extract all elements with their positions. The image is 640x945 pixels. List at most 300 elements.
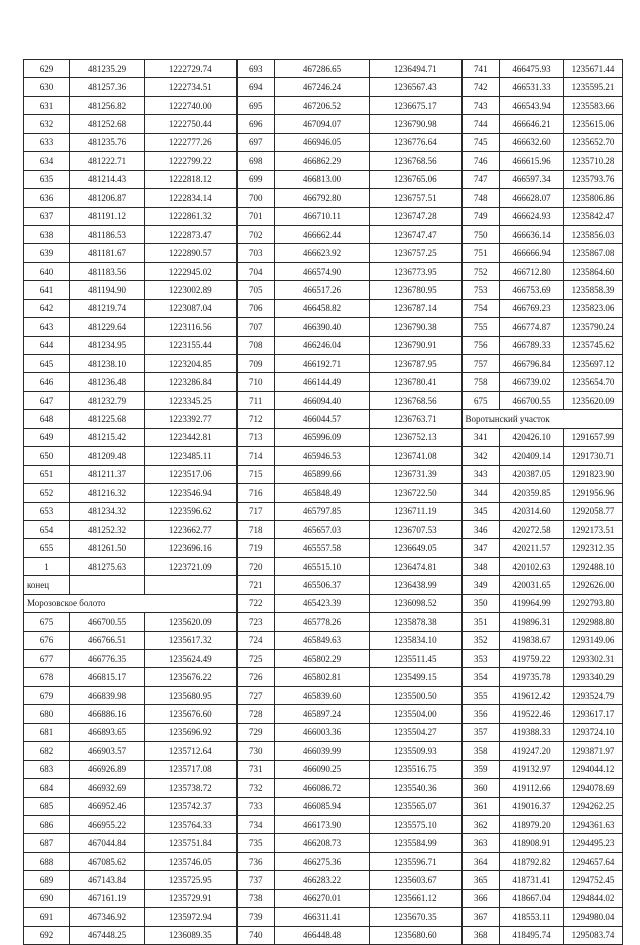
- point-number: 730: [237, 742, 275, 760]
- point-number: 643: [24, 318, 70, 336]
- point-number: 748: [462, 189, 500, 207]
- x-coordinate: 466946.05: [275, 133, 370, 151]
- y-coordinate: 1292626.00: [564, 576, 623, 594]
- x-coordinate: 481235.76: [70, 133, 145, 151]
- y-coordinate: 1235712.64: [145, 742, 237, 760]
- y-coordinate: 1236776.64: [370, 133, 462, 151]
- x-coordinate: 467246.24: [275, 78, 370, 96]
- y-coordinate: 1236787.95: [370, 355, 462, 373]
- y-coordinate: 1235806.86: [564, 189, 623, 207]
- point-number: 359: [462, 760, 500, 778]
- point-number: 691: [24, 908, 70, 926]
- y-coordinate: 1235504.00: [370, 705, 462, 723]
- table-row: [24, 318, 623, 336]
- table-row: [24, 133, 623, 151]
- x-coordinate: 466615.96: [500, 152, 564, 170]
- y-coordinate: 1235745.62: [564, 336, 623, 354]
- point-number: 695: [237, 96, 275, 114]
- point-number: 351: [462, 613, 500, 631]
- point-number: 689: [24, 871, 70, 889]
- point-number: 345: [462, 502, 500, 520]
- x-coordinate: 466739.02: [500, 373, 564, 391]
- y-coordinate: 1235596.71: [370, 852, 462, 870]
- y-coordinate: 1235661.12: [370, 889, 462, 907]
- point-number: 724: [237, 631, 275, 649]
- x-coordinate: 467448.25: [70, 926, 145, 944]
- x-coordinate: 419612.42: [500, 686, 564, 704]
- point-number: 752: [462, 262, 500, 280]
- point-number: 633: [24, 133, 70, 151]
- x-coordinate: 419964.99: [500, 594, 564, 612]
- x-coordinate: 466517.26: [275, 281, 370, 299]
- x-coordinate: 419759.22: [500, 650, 564, 668]
- x-coordinate: 481211.37: [70, 465, 145, 483]
- point-number: 709: [237, 355, 275, 373]
- point-number: 652: [24, 484, 70, 502]
- point-number: 640: [24, 262, 70, 280]
- x-coordinate: 481234.32: [70, 502, 145, 520]
- point-number: 719: [237, 539, 275, 557]
- point-number: 363: [462, 834, 500, 852]
- x-coordinate: 466624.93: [500, 207, 564, 225]
- x-coordinate: 466574.90: [275, 262, 370, 280]
- x-coordinate: 466700.55: [500, 391, 564, 409]
- y-coordinate: 1235540.36: [370, 779, 462, 797]
- y-coordinate: 1223116.56: [145, 318, 237, 336]
- x-coordinate: 466952.46: [70, 797, 145, 815]
- y-coordinate: 1236707.53: [370, 520, 462, 538]
- x-coordinate: 466628.07: [500, 189, 564, 207]
- y-coordinate: 1236747.47: [370, 225, 462, 243]
- coordinate-sheet: [23, 59, 623, 945]
- x-coordinate: 466283.22: [275, 871, 370, 889]
- x-coordinate: 481183.56: [70, 262, 145, 280]
- y-coordinate: 1295083.74: [564, 926, 623, 944]
- table-row: [24, 668, 623, 686]
- y-coordinate: 1222945.02: [145, 262, 237, 280]
- point-number: 653: [24, 502, 70, 520]
- table-row: [24, 96, 623, 114]
- x-coordinate: 466774.87: [500, 318, 564, 336]
- y-coordinate: 1222734.51: [145, 78, 237, 96]
- y-coordinate: 1292312.35: [564, 539, 623, 557]
- x-coordinate: 420031.65: [500, 576, 564, 594]
- table-row: [24, 152, 623, 170]
- x-coordinate: 481186.53: [70, 225, 145, 243]
- y-coordinate: 1294980.04: [564, 908, 623, 926]
- point-number: 700: [237, 189, 275, 207]
- point-number: 355: [462, 686, 500, 704]
- point-number: 648: [24, 410, 70, 428]
- section-heading: Воротынский участок: [462, 410, 623, 428]
- point-number: 738: [237, 889, 275, 907]
- y-coordinate: 1235793.76: [564, 170, 623, 188]
- y-coordinate: 1222834.14: [145, 189, 237, 207]
- y-coordinate: 1236438.99: [370, 576, 462, 594]
- x-coordinate: 481206.87: [70, 189, 145, 207]
- y-coordinate: 1236780.41: [370, 373, 462, 391]
- x-coordinate: 466311.41: [275, 908, 370, 926]
- y-coordinate: 1235499.15: [370, 668, 462, 686]
- y-coordinate: 1223345.25: [145, 391, 237, 409]
- x-coordinate: 466666.94: [500, 244, 564, 262]
- table-row: [24, 520, 623, 538]
- y-coordinate: 1235764.33: [145, 815, 237, 833]
- y-coordinate: 1222818.12: [145, 170, 237, 188]
- point-number: 681: [24, 723, 70, 741]
- point-number: 692: [24, 926, 70, 944]
- x-coordinate: 466003.36: [275, 723, 370, 741]
- point-number: 758: [462, 373, 500, 391]
- table-row: [24, 502, 623, 520]
- y-coordinate: 1292793.80: [564, 594, 623, 612]
- y-coordinate: 1294044.12: [564, 760, 623, 778]
- x-coordinate: 466448.48: [275, 926, 370, 944]
- point-number: 361: [462, 797, 500, 815]
- x-coordinate: 420426.10: [500, 428, 564, 446]
- x-coordinate: 466792.80: [275, 189, 370, 207]
- y-coordinate: 1236494.71: [370, 60, 462, 78]
- x-coordinate: 481225.68: [70, 410, 145, 428]
- point-number: 757: [462, 355, 500, 373]
- x-coordinate: 466893.65: [70, 723, 145, 741]
- y-coordinate: 1236768.56: [370, 391, 462, 409]
- y-coordinate: 1235878.38: [370, 613, 462, 631]
- y-coordinate: 1223204.85: [145, 355, 237, 373]
- point-number: 642: [24, 299, 70, 317]
- x-coordinate: 481222.71: [70, 152, 145, 170]
- point-number: 728: [237, 705, 275, 723]
- x-coordinate: 465423.39: [275, 594, 370, 612]
- x-coordinate: 466208.73: [275, 834, 370, 852]
- y-coordinate: 1223696.16: [145, 539, 237, 557]
- x-coordinate: 466766.51: [70, 631, 145, 649]
- y-coordinate: 1294361.63: [564, 815, 623, 833]
- y-coordinate: 1235671.44: [564, 60, 623, 78]
- x-coordinate: 465515.10: [275, 557, 370, 575]
- y-coordinate: 1291657.99: [564, 428, 623, 446]
- point-number: 727: [237, 686, 275, 704]
- y-coordinate: 1292058.77: [564, 502, 623, 520]
- y-coordinate: 1236790.38: [370, 318, 462, 336]
- y-coordinate: 1236763.71: [370, 410, 462, 428]
- point-number: 734: [237, 815, 275, 833]
- y-coordinate: 1236722.50: [370, 484, 462, 502]
- point-number: 354: [462, 668, 500, 686]
- y-coordinate: 1236731.39: [370, 465, 462, 483]
- point-number: 684: [24, 779, 70, 797]
- table-row: [24, 650, 623, 668]
- table-row: [24, 170, 623, 188]
- point-number: 639: [24, 244, 70, 262]
- y-coordinate: 1223155.44: [145, 336, 237, 354]
- point-number: 753: [462, 281, 500, 299]
- x-coordinate: 481229.64: [70, 318, 145, 336]
- table-row: [24, 557, 623, 575]
- point-number: 686: [24, 815, 70, 833]
- y-coordinate: 1222873.47: [145, 225, 237, 243]
- point-number: 756: [462, 336, 500, 354]
- table-row: [24, 852, 623, 870]
- x-coordinate: 466144.49: [275, 373, 370, 391]
- point-number: 742: [462, 78, 500, 96]
- point-number: 645: [24, 355, 70, 373]
- x-coordinate: 466662.44: [275, 225, 370, 243]
- point-number: 739: [237, 908, 275, 926]
- table-row: [24, 705, 623, 723]
- y-coordinate: 1235509.93: [370, 742, 462, 760]
- y-coordinate: 1293340.29: [564, 668, 623, 686]
- x-coordinate: 481252.32: [70, 520, 145, 538]
- point-number: 702: [237, 225, 275, 243]
- point-number: 721: [237, 576, 275, 594]
- point-number: 358: [462, 742, 500, 760]
- table-row: [24, 871, 623, 889]
- y-coordinate: 1236790.91: [370, 336, 462, 354]
- x-coordinate: 481194.90: [70, 281, 145, 299]
- x-coordinate: 466039.99: [275, 742, 370, 760]
- x-coordinate: 466085.94: [275, 797, 370, 815]
- point-number: 712: [237, 410, 275, 428]
- x-coordinate: 420314.60: [500, 502, 564, 520]
- point-number: 347: [462, 539, 500, 557]
- x-coordinate: 465899.66: [275, 465, 370, 483]
- x-coordinate: 481181.67: [70, 244, 145, 262]
- y-coordinate: 1235615.06: [564, 115, 623, 133]
- x-coordinate: 481215.42: [70, 428, 145, 446]
- y-coordinate: 1235617.32: [145, 631, 237, 649]
- y-coordinate: 1235842.47: [564, 207, 623, 225]
- table-row: [24, 926, 623, 944]
- point-number: 693: [237, 60, 275, 78]
- x-coordinate: 466815.17: [70, 668, 145, 686]
- x-coordinate: 481209.48: [70, 447, 145, 465]
- x-coordinate: 481214.43: [70, 170, 145, 188]
- point-number: 755: [462, 318, 500, 336]
- y-coordinate: 1294752.45: [564, 871, 623, 889]
- y-coordinate: 1235624.49: [145, 650, 237, 668]
- y-coordinate: 1292173.51: [564, 520, 623, 538]
- point-number: 364: [462, 852, 500, 870]
- y-coordinate: 1235751.84: [145, 834, 237, 852]
- point-number: 710: [237, 373, 275, 391]
- point-number: 687: [24, 834, 70, 852]
- x-coordinate: 481235.29: [70, 60, 145, 78]
- point-number: 707: [237, 318, 275, 336]
- table-row: [24, 391, 623, 409]
- x-coordinate: 466543.94: [500, 96, 564, 114]
- y-coordinate: 1294262.25: [564, 797, 623, 815]
- x-coordinate: 419522.46: [500, 705, 564, 723]
- x-coordinate: 465996.09: [275, 428, 370, 446]
- x-coordinate: 420272.58: [500, 520, 564, 538]
- y-coordinate: 1235864.60: [564, 262, 623, 280]
- x-coordinate: 465778.26: [275, 613, 370, 631]
- x-coordinate: 466632.60: [500, 133, 564, 151]
- point-number: 694: [237, 78, 275, 96]
- y-coordinate: 1292488.10: [564, 557, 623, 575]
- y-coordinate: 1236711.19: [370, 502, 462, 520]
- table-row: [24, 815, 623, 833]
- x-coordinate: 466769.23: [500, 299, 564, 317]
- x-coordinate: 465802.29: [275, 650, 370, 668]
- point-number: 366: [462, 889, 500, 907]
- table-row: [24, 262, 623, 280]
- point-number: 641: [24, 281, 70, 299]
- table-row: [24, 60, 623, 78]
- x-coordinate: 466192.71: [275, 355, 370, 373]
- x-coordinate: 466597.34: [500, 170, 564, 188]
- y-coordinate: 1236757.51: [370, 189, 462, 207]
- x-coordinate: 481232.79: [70, 391, 145, 409]
- table-row: [24, 428, 623, 446]
- y-coordinate: 1294844.02: [564, 889, 623, 907]
- y-coordinate: 1223546.94: [145, 484, 237, 502]
- y-coordinate: 1235676.60: [145, 705, 237, 723]
- point-number: 735: [237, 834, 275, 852]
- y-coordinate: 1291956.96: [564, 484, 623, 502]
- point-number: 675: [462, 391, 500, 409]
- point-number: 714: [237, 447, 275, 465]
- table-row: [24, 465, 623, 483]
- point-number: 688: [24, 852, 70, 870]
- point-number: 343: [462, 465, 500, 483]
- y-coordinate: 1236675.17: [370, 96, 462, 114]
- x-coordinate: 418731.41: [500, 871, 564, 889]
- y-coordinate: 1235595.21: [564, 78, 623, 96]
- point-number: 367: [462, 908, 500, 926]
- point-number: 342: [462, 447, 500, 465]
- point-number: 647: [24, 391, 70, 409]
- y-coordinate: 1223442.81: [145, 428, 237, 446]
- point-number: 349: [462, 576, 500, 594]
- x-coordinate: 418495.74: [500, 926, 564, 944]
- y-coordinate: 1235790.24: [564, 318, 623, 336]
- y-coordinate: 1236567.43: [370, 78, 462, 96]
- point-number: 368: [462, 926, 500, 944]
- point-number: 344: [462, 484, 500, 502]
- y-coordinate: 1235670.35: [370, 908, 462, 926]
- x-coordinate: 465946.53: [275, 447, 370, 465]
- y-coordinate: 1235516.75: [370, 760, 462, 778]
- point-number: 696: [237, 115, 275, 133]
- point-number: 725: [237, 650, 275, 668]
- y-coordinate: 1235696.92: [145, 723, 237, 741]
- point-number: 715: [237, 465, 275, 483]
- point-number: 750: [462, 225, 500, 243]
- x-coordinate: 466275.36: [275, 852, 370, 870]
- y-coordinate: 1223286.84: [145, 373, 237, 391]
- point-number: 646: [24, 373, 70, 391]
- x-coordinate: 465849.63: [275, 631, 370, 649]
- point-number: 726: [237, 668, 275, 686]
- table-row: [24, 908, 623, 926]
- point-number: 746: [462, 152, 500, 170]
- x-coordinate: 465657.03: [275, 520, 370, 538]
- point-number: 716: [237, 484, 275, 502]
- x-coordinate: 418908.91: [500, 834, 564, 852]
- point-number: 341: [462, 428, 500, 446]
- y-coordinate: 1236765.06: [370, 170, 462, 188]
- y-coordinate: 1235725.95: [145, 871, 237, 889]
- x-coordinate: 466862.29: [275, 152, 370, 170]
- table-row: [24, 447, 623, 465]
- y-coordinate: 1236649.05: [370, 539, 462, 557]
- y-coordinate: 1292988.80: [564, 613, 623, 631]
- point-number: 720: [237, 557, 275, 575]
- point-number: 708: [237, 336, 275, 354]
- point-number: 751: [462, 244, 500, 262]
- table-row: [24, 834, 623, 852]
- point-number: 704: [237, 262, 275, 280]
- point-number: 629: [24, 60, 70, 78]
- x-coordinate: 420359.85: [500, 484, 564, 502]
- point-number: 675: [24, 613, 70, 631]
- point-number: 699: [237, 170, 275, 188]
- x-coordinate: 466700.55: [70, 613, 145, 631]
- y-coordinate: 1235856.03: [564, 225, 623, 243]
- x-coordinate: 466094.40: [275, 391, 370, 409]
- table-row: [24, 686, 623, 704]
- x-coordinate: 481275.63: [70, 557, 145, 575]
- point-number: 749: [462, 207, 500, 225]
- point-number: 638: [24, 225, 70, 243]
- y-coordinate: 1236741.08: [370, 447, 462, 465]
- x-coordinate: 466789.33: [500, 336, 564, 354]
- x-coordinate: 419735.78: [500, 668, 564, 686]
- point-number: 682: [24, 742, 70, 760]
- point-number: 741: [462, 60, 500, 78]
- x-coordinate: 466926.89: [70, 760, 145, 778]
- y-coordinate: 1236790.98: [370, 115, 462, 133]
- point-number: 636: [24, 189, 70, 207]
- x-coordinate: 467346.92: [70, 908, 145, 926]
- point-number: 360: [462, 779, 500, 797]
- y-coordinate: 1235867.08: [564, 244, 623, 262]
- table-row: [24, 78, 623, 96]
- x-coordinate: 466796.84: [500, 355, 564, 373]
- x-coordinate: 481238.10: [70, 355, 145, 373]
- empty-cell: [145, 576, 237, 594]
- point-number: 701: [237, 207, 275, 225]
- x-coordinate: 466710.11: [275, 207, 370, 225]
- x-coordinate: 419838.67: [500, 631, 564, 649]
- point-number: 685: [24, 797, 70, 815]
- point-number: 697: [237, 133, 275, 151]
- y-coordinate: 1235500.50: [370, 686, 462, 704]
- x-coordinate: 418553.11: [500, 908, 564, 926]
- point-number: 677: [24, 650, 70, 668]
- y-coordinate: 1235823.06: [564, 299, 623, 317]
- point-number: 650: [24, 447, 70, 465]
- table-row: [24, 299, 623, 317]
- y-coordinate: 1222861.32: [145, 207, 237, 225]
- point-number: 649: [24, 428, 70, 446]
- x-coordinate: 467044.84: [70, 834, 145, 852]
- point-number: 651: [24, 465, 70, 483]
- point-number: 723: [237, 613, 275, 631]
- point-number: 690: [24, 889, 70, 907]
- y-coordinate: 1293871.97: [564, 742, 623, 760]
- point-number: 679: [24, 686, 70, 704]
- y-coordinate: 1235504.27: [370, 723, 462, 741]
- point-number: 737: [237, 871, 275, 889]
- x-coordinate: 466246.04: [275, 336, 370, 354]
- y-coordinate: 1293617.17: [564, 705, 623, 723]
- table-row: [24, 410, 623, 428]
- x-coordinate: 481252.68: [70, 115, 145, 133]
- y-coordinate: 1236780.95: [370, 281, 462, 299]
